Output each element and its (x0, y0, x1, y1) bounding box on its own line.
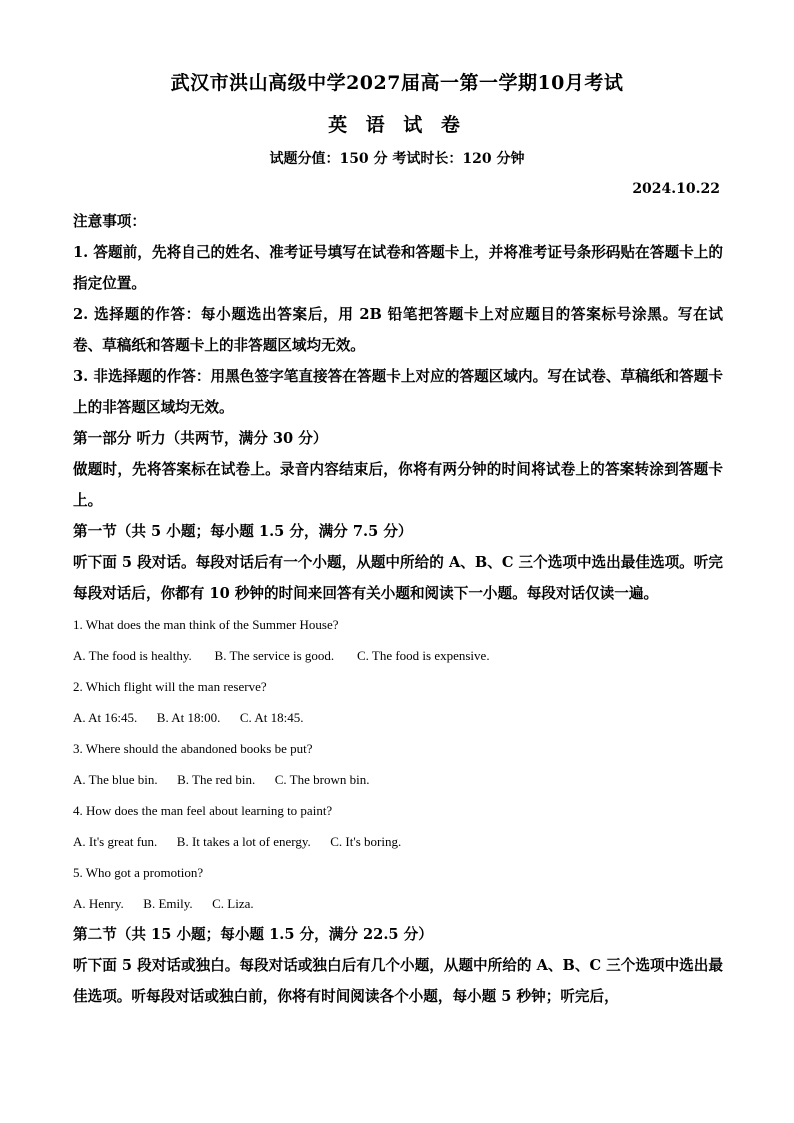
question-options (73, 764, 723, 795)
option-b: B. The service is good. (214, 648, 335, 663)
section2-heading: 第二节（共 15 小题；每小题 1.5 分，满分 22.5 分） (73, 926, 433, 943)
option-c: C. At 18:45. (239, 710, 304, 725)
option-a: A. The blue bin. (73, 772, 158, 787)
option-a: A. At 16:45. (73, 710, 138, 725)
section2-instruction: 听下面 5 段对话或独白。每段对话或独白后有几个小题，从题中所给的 A、B、C 三个选项中选出最佳选项。听每段对话或独白前，你将有时间阅读各个小题，每小题 5 秒钟；听完后， (73, 957, 723, 1005)
note-item: 3. 非选择题的作答：用黑色签字笔直接答在答题卡上对应的答题区域内。写在试卷、草稿纸和答题卡上的非答题区域均无效。 (73, 368, 723, 416)
option-c: C. The food is expensive. (356, 648, 490, 663)
question-options (73, 826, 723, 857)
note-item: 2. 选择题的作答：每小题选出答案后，用 2B 铅笔把答题卡上对应题目的答案标号涂黑。写在试卷、草稿纸和答题卡上的非答题区域均无效。 (73, 306, 723, 354)
exam-meta: 试题分值：150 分 考试时长：120 分钟 (269, 151, 525, 167)
option-b: B. At 18:00. (156, 710, 221, 725)
question-text: 5. Who got a promotion? (73, 865, 204, 880)
option-c: C. It's boring. (330, 834, 402, 849)
question-options (73, 888, 723, 919)
question-text: 3. Where should the abandoned books be put? (73, 741, 313, 756)
option-c: C. Liza. (212, 896, 254, 911)
option-c: C. The brown bin. (274, 772, 370, 787)
part1-instruction: 做题时，先将答案标在试卷上。录音内容结束后，你将有两分钟的时间将试卷上的答案转涂到答题卡上。 (73, 461, 723, 509)
option-b: B. It takes a lot of energy. (176, 834, 311, 849)
section1-heading: 第一节（共 5 小题；每小题 1.5 分，满分 7.5 分） (73, 523, 413, 540)
question-options (73, 702, 723, 733)
exam-content (73, 206, 723, 1012)
section1-instruction: 听下面 5 段对话。每段对话后有一个小题，从题中所给的 A、B、C 三个选项中选出最佳选项。听完每段对话后，你都有 10 秒钟的时间来回答有关小题和阅读下一小题。每段对话仅读一遍。 (73, 554, 723, 602)
question-text: 2. Which flight will the man reserve? (73, 679, 267, 694)
notes-heading: 注意事项： (73, 213, 146, 230)
option-b: B. Emily. (143, 896, 193, 911)
option-a: A. Henry. (73, 896, 124, 911)
question-text: 1. What does the man think of the Summer House? (73, 617, 339, 632)
option-a: A. The food is healthy. (73, 648, 192, 663)
exam-title: 武汉市洪山高级中学2027届高一第一学期10月考试 (170, 72, 624, 94)
part1-heading: 第一部分 听力（共两节，满分 30 分） (73, 430, 328, 447)
exam-date: 2024.10.22 (632, 181, 720, 197)
note-item: 1. 答题前，先将自己的姓名、准考证号填写在试卷和答题卡上，并将准考证号条形码贴在答题卡上的指定位置。 (73, 244, 723, 292)
exam-subtitle: 英 语 试 卷 (328, 114, 466, 136)
option-b: B. The red bin. (177, 772, 256, 787)
question-options (73, 640, 723, 671)
option-a: A. It's great fun. (73, 834, 158, 849)
question-text: 4. How does the man feel about learning to paint? (73, 803, 333, 818)
